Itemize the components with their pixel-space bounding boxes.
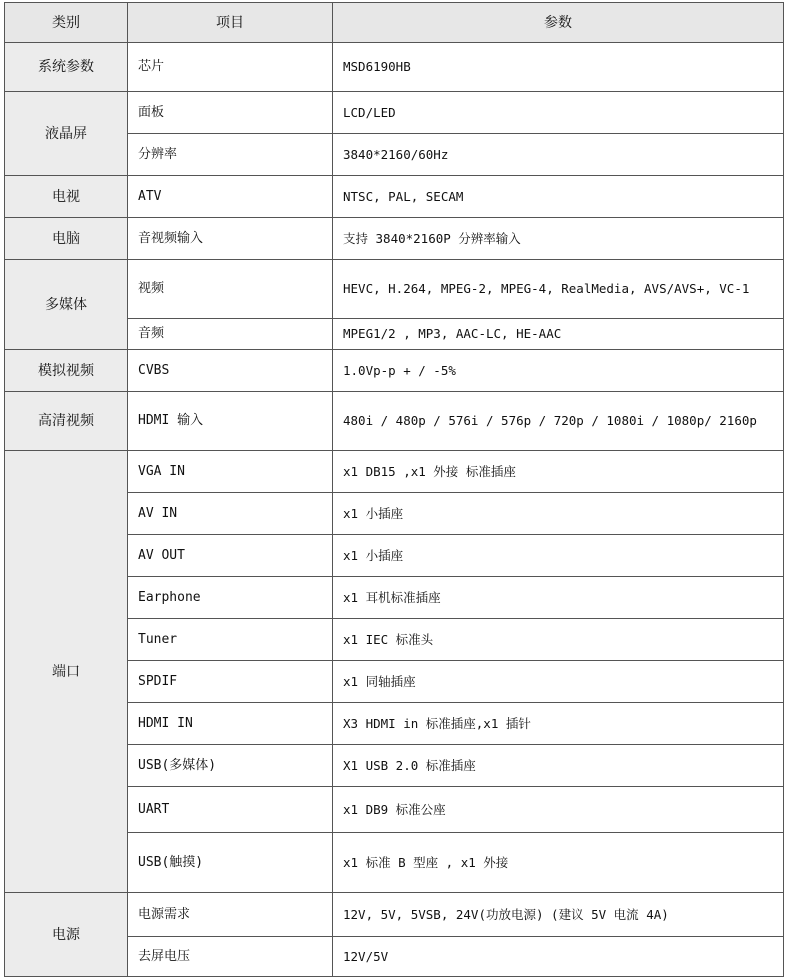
value-cell: x1 DB9 标准公座	[333, 787, 784, 833]
value-cell: x1 耳机标准插座	[333, 577, 784, 619]
value-cell: x1 DB15 ,x1 外接 标准插座	[333, 451, 784, 493]
value-cell: x1 标准 B 型座 , x1 外接	[333, 833, 784, 893]
header-category: 类别	[5, 3, 128, 43]
table-row	[5, 92, 784, 134]
category-cell: 高清视频	[5, 392, 128, 451]
category-cell: 电视	[5, 176, 128, 218]
value-cell: x1 小插座	[333, 493, 784, 535]
item-cell: VGA IN	[128, 451, 333, 493]
item-cell: USB(多媒体)	[128, 745, 333, 787]
item-cell: 电源需求	[128, 893, 333, 937]
item-cell: UART	[128, 787, 333, 833]
table-row	[5, 176, 784, 218]
header-value: 参数	[333, 3, 784, 43]
category-cell: 电脑	[5, 218, 128, 260]
value-cell: x1 小插座	[333, 535, 784, 577]
value-cell: NTSC, PAL, SECAM	[333, 176, 784, 218]
item-cell: 分辨率	[128, 134, 333, 176]
item-cell: 面板	[128, 92, 333, 134]
item-cell: HDMI 输入	[128, 392, 333, 451]
item-cell: AV OUT	[128, 535, 333, 577]
value-cell: 3840*2160/60Hz	[333, 134, 784, 176]
value-cell: 1.0Vp-p + / -5%	[333, 350, 784, 392]
table-row	[5, 260, 784, 319]
category-cell: 液晶屏	[5, 92, 128, 176]
value-cell: 12V/5V	[333, 937, 784, 977]
item-cell: 视频	[128, 260, 333, 319]
value-cell: MPEG1/2 , MP3, AAC-LC, HE-AAC	[333, 319, 784, 350]
item-cell: ATV	[128, 176, 333, 218]
item-cell: SPDIF	[128, 661, 333, 703]
item-cell: Earphone	[128, 577, 333, 619]
header-item: 项目	[128, 3, 333, 43]
item-cell: 音频	[128, 319, 333, 350]
spec-table	[4, 2, 784, 977]
value-cell: HEVC, H.264, MPEG-2, MPEG-4, RealMedia, AVS/AVS+, VC-1	[333, 260, 784, 319]
item-cell: CVBS	[128, 350, 333, 392]
table-row	[5, 43, 784, 92]
value-cell: x1 同轴插座	[333, 661, 784, 703]
item-cell: 芯片	[128, 43, 333, 92]
item-cell: HDMI IN	[128, 703, 333, 745]
table-row	[5, 392, 784, 451]
category-cell: 模拟视频	[5, 350, 128, 392]
value-cell: X3 HDMI in 标准插座,x1 插针	[333, 703, 784, 745]
table-row	[5, 893, 784, 937]
value-cell: X1 USB 2.0 标准插座	[333, 745, 784, 787]
category-cell: 端口	[5, 451, 128, 893]
item-cell: USB(触摸)	[128, 833, 333, 893]
table-row	[5, 350, 784, 392]
value-cell: 480i / 480p / 576i / 576p / 720p / 1080i / 1080p/ 2160p	[333, 392, 784, 451]
header-row	[5, 3, 784, 43]
category-cell: 系统参数	[5, 43, 128, 92]
category-cell: 电源	[5, 893, 128, 977]
item-cell: 音视频输入	[128, 218, 333, 260]
value-cell: 12V, 5V, 5VSB, 24V(功放电源) (建议 5V 电流 4A)	[333, 893, 784, 937]
value-cell: x1 IEC 标准头	[333, 619, 784, 661]
item-cell: Tuner	[128, 619, 333, 661]
value-cell: 支持 3840*2160P 分辨率输入	[333, 218, 784, 260]
value-cell: LCD/LED	[333, 92, 784, 134]
item-cell: AV IN	[128, 493, 333, 535]
item-cell: 去屏电压	[128, 937, 333, 977]
table-row	[5, 218, 784, 260]
table-row	[5, 451, 784, 493]
value-cell: MSD6190HB	[333, 43, 784, 92]
category-cell: 多媒体	[5, 260, 128, 350]
